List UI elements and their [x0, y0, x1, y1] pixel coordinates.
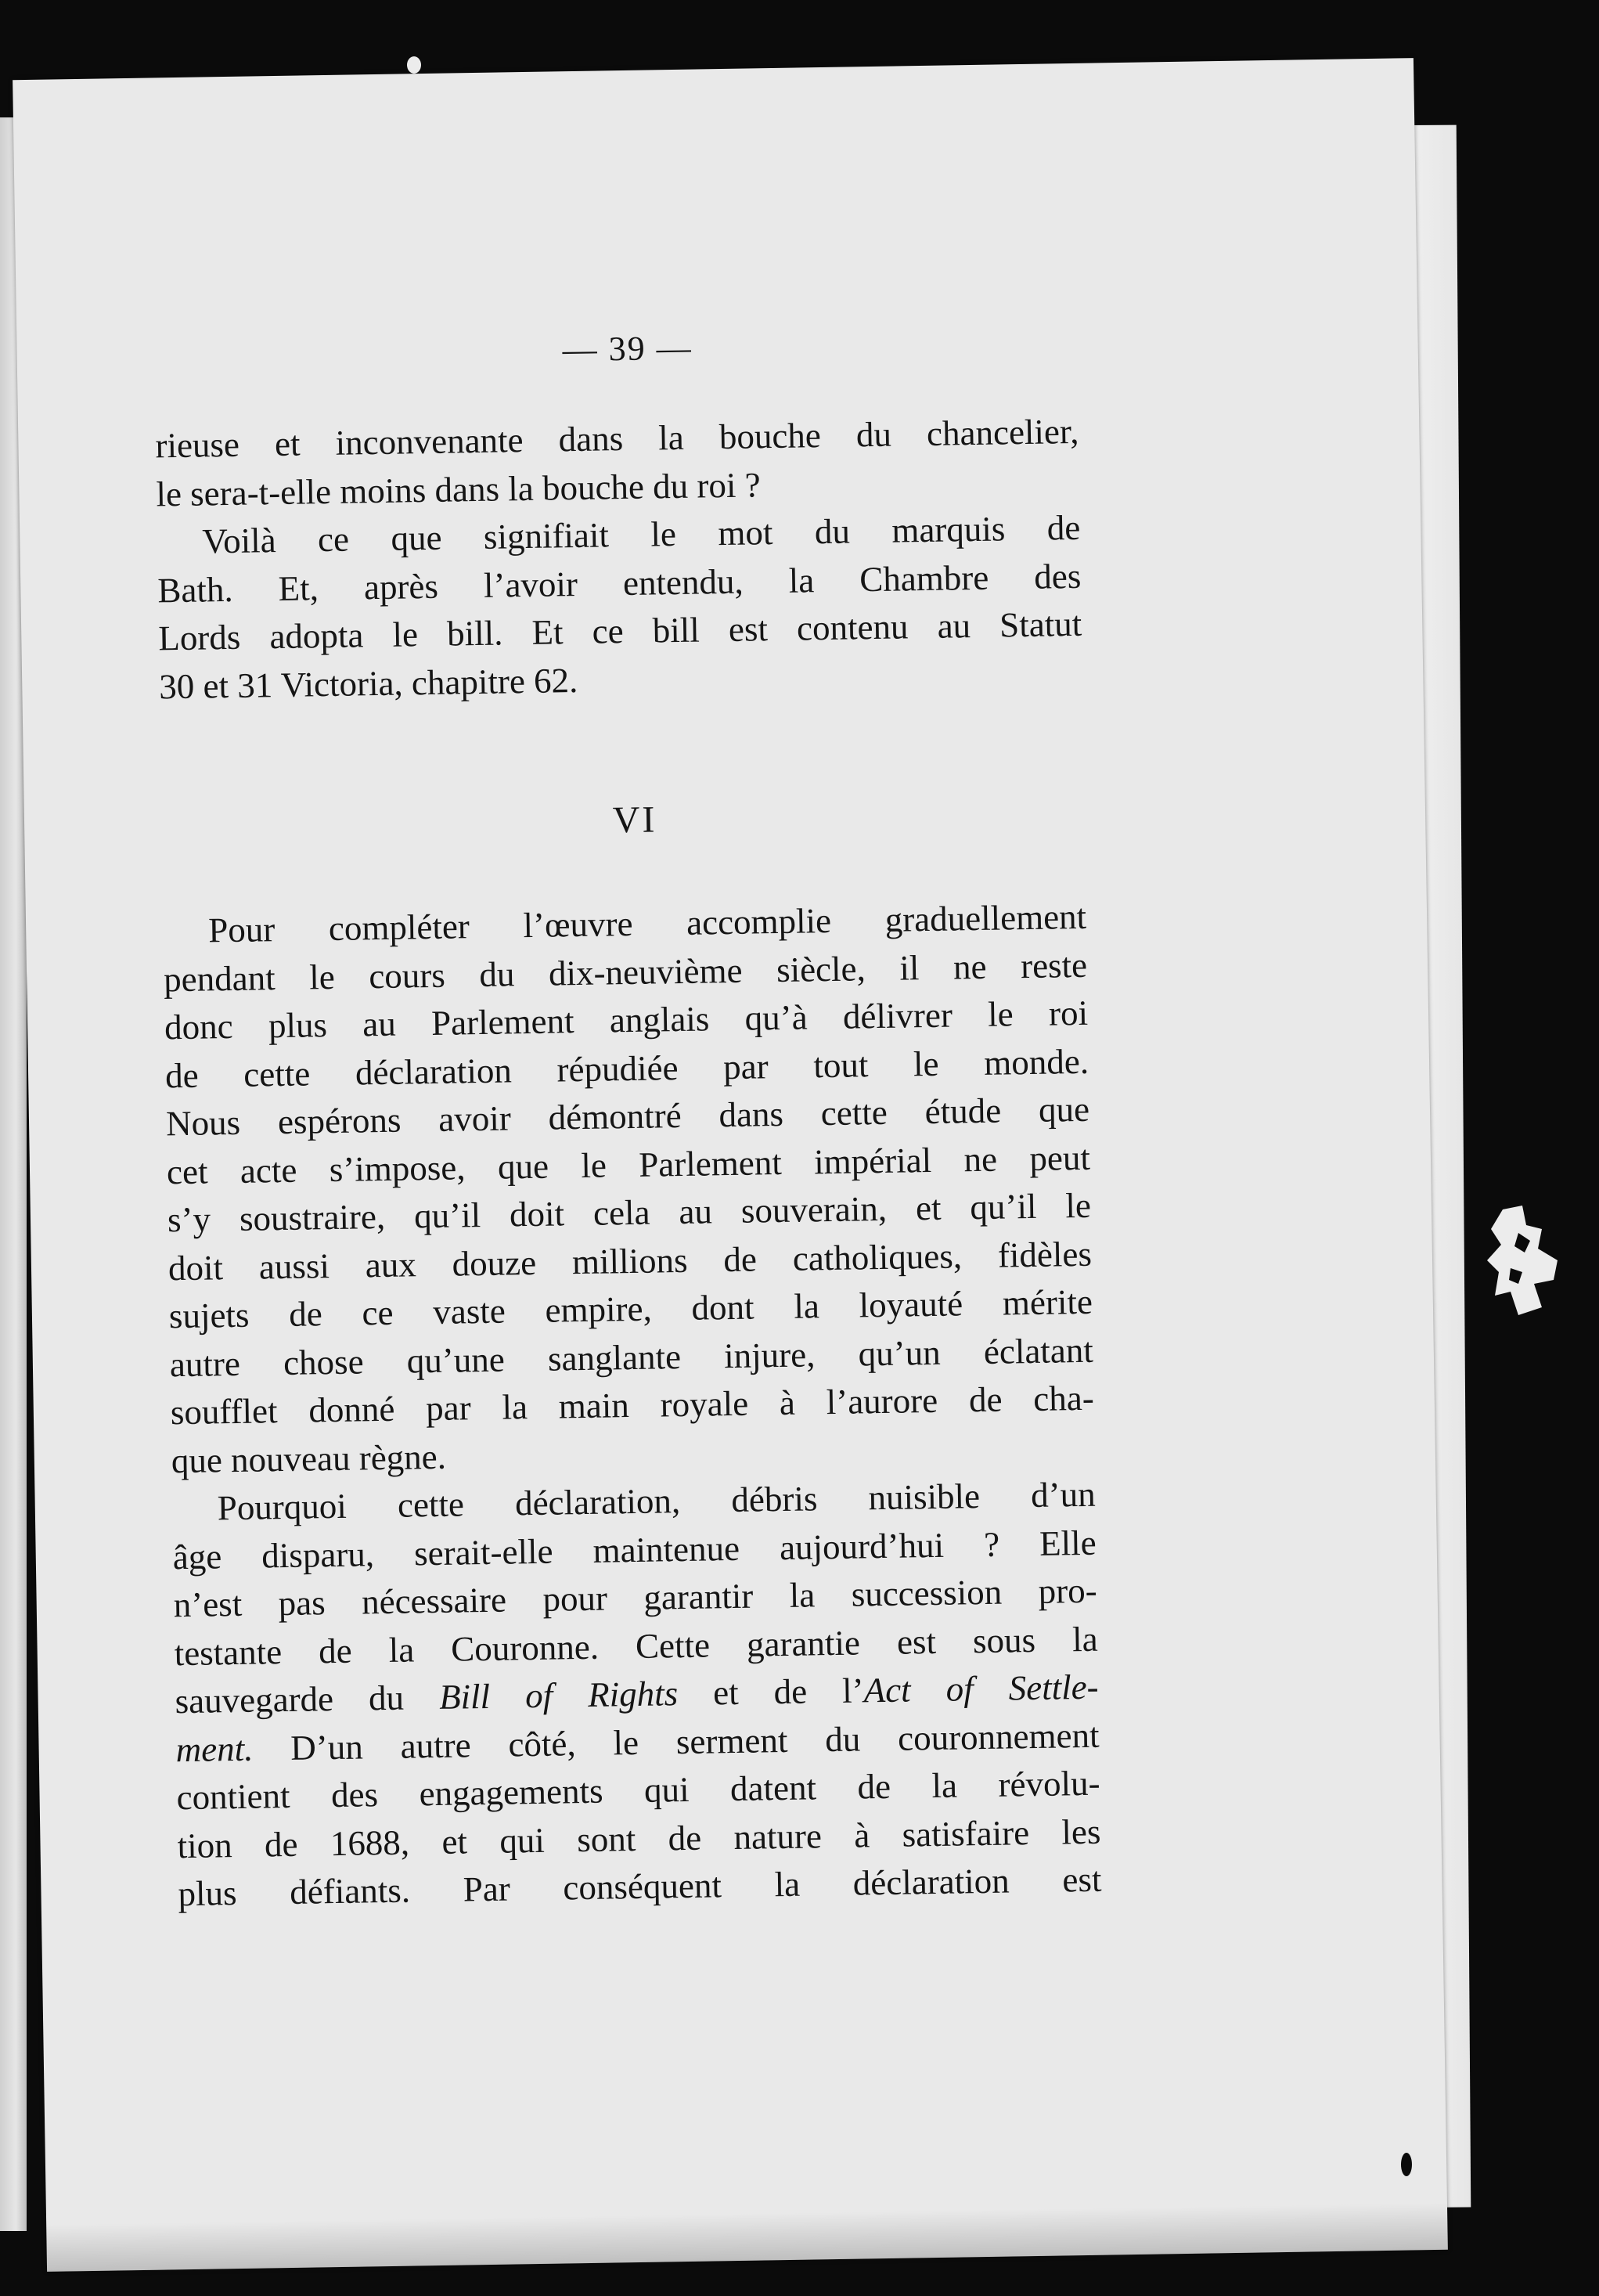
text-line: Voilà ce que signifiait le mot du marquis de — [202, 507, 1081, 561]
section-body — [163, 893, 1102, 1919]
text-fragment: sauvegarde du — [175, 1677, 440, 1721]
italic-title-bill-of-rights: Bill of Rights — [438, 1674, 679, 1717]
text-line: sujets de ce vaste empire, dont la loyauté mérite — [168, 1281, 1093, 1336]
torn-edge-damage — [1487, 1206, 1561, 1315]
text-line: âge disparu, serait-elle maintenue aujourd’hui ? Elle — [172, 1523, 1097, 1577]
paragraph-continuation — [155, 408, 1083, 711]
text-line: plus défiants. Par conséquent la déclaration est — [178, 1859, 1102, 1914]
text-line: Pourquoi cette déclaration, débris nuisible d’un — [217, 1474, 1097, 1528]
text-line: Nous espérons avoir démontré dans cette étude que — [165, 1089, 1090, 1144]
text-line: n’est pas nécessaire pour garantir la succession pro- — [173, 1570, 1097, 1625]
page-number: — 39 — — [562, 328, 693, 369]
text-line: 30 et 31 Victoria, chapitre 62. — [158, 660, 578, 706]
text-line: rieuse et inconvenante dans la bouche du chancelier, — [155, 411, 1079, 466]
text-line: que nouveau règne. — [171, 1436, 447, 1480]
book-page — [13, 58, 1448, 2272]
text-line: tion de 1688, et qui sont de nature à satisfaire les — [177, 1811, 1101, 1865]
text-line: Bath. Et, après l’avoir entendu, la Chambre des — [157, 556, 1082, 610]
dust-speck — [407, 56, 421, 74]
text-line: Pour compléter l’œuvre accomplie graduellement — [207, 896, 1087, 950]
text-line: pendant le cours du dix-neuvième siècle, il ne reste — [163, 945, 1088, 999]
text-line: cet acte s’impose, que le Parlement impérial ne peut — [166, 1137, 1091, 1191]
text-line: autre chose qu’une sanglante injure, qu’un éclatant — [169, 1330, 1094, 1384]
text-line: doit aussi aux douze millions de catholiques, fidèles — [167, 1234, 1093, 1288]
text-fragment: D’un autre côté, le serment du couronnement — [252, 1715, 1100, 1768]
italic-fragment: ment. — [175, 1728, 254, 1769]
section-heading: VI — [612, 798, 657, 842]
text-fragment: et de l’ — [677, 1671, 865, 1714]
text-line: le sera-t-elle moins dans la bouche du roi ? — [156, 464, 761, 514]
dust-speck — [1401, 2153, 1412, 2176]
text-line: contient des engagements qui datent de la révolu- — [176, 1763, 1100, 1818]
text-line: de cette déclaration répudiée par tout le monde. — [164, 1041, 1089, 1095]
text-line: donc plus au Parlement anglais qu’à délivrer le roi — [164, 993, 1089, 1047]
italic-title-act-of-settlement: Act of Settle- — [863, 1667, 1099, 1710]
text-line: testante de la Couronne. Cette garantie est sous la — [174, 1619, 1098, 1673]
text-line: s’y soustraire, qu’il doit cela au souverain, et qu’il le — [167, 1185, 1092, 1240]
text-line: Lords adopta le bill. Et ce bill est contenu au Statut — [157, 604, 1082, 658]
text-line: soufflet donné par la main royale à l’aurore de cha- — [170, 1378, 1095, 1433]
